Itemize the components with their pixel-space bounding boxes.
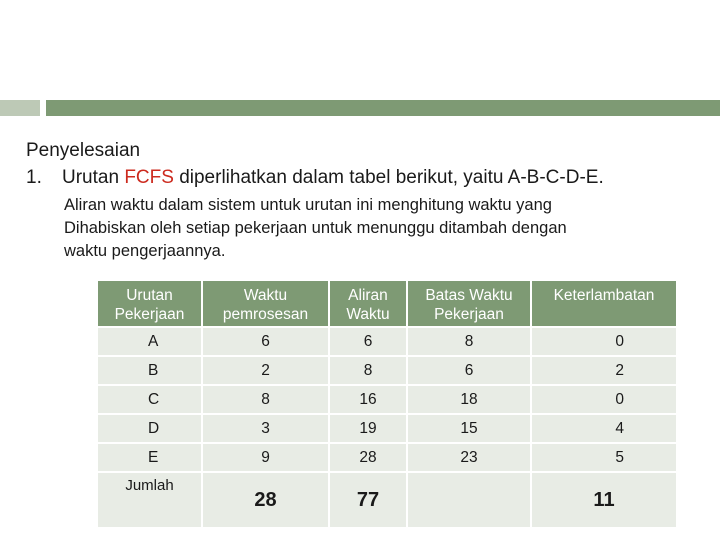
- cell-flow: 28: [330, 444, 406, 471]
- cell-lateness: 0: [532, 386, 676, 413]
- cell-lateness: 0: [532, 328, 676, 355]
- total-due: [408, 473, 530, 527]
- point-highlight: FCFS: [124, 167, 174, 188]
- header-keterlambatan: Keterlambatan: [532, 281, 676, 326]
- cell-flow: 6: [330, 328, 406, 355]
- table-row: [98, 415, 676, 442]
- total-processing: 28: [203, 473, 328, 527]
- cell-job: D: [98, 415, 201, 442]
- table-row: [98, 357, 676, 384]
- header-urutan-pekerjaan: Urutan Pekerjaan: [98, 281, 201, 326]
- paragraph-line: waktu pengerjaannya.: [64, 242, 226, 260]
- cell-lateness: 4: [532, 415, 676, 442]
- numbered-point: [26, 167, 604, 189]
- point-text-post: diperlihatkan dalam tabel berikut, yaitu A-B-C-D-E.: [173, 167, 604, 188]
- total-label: Jumlah: [98, 473, 201, 527]
- cell-job: B: [98, 357, 201, 384]
- cell-lateness: 2: [532, 357, 676, 384]
- cell-flow: 16: [330, 386, 406, 413]
- fcfs-table: [96, 279, 678, 529]
- cell-job: A: [98, 328, 201, 355]
- cell-lateness: 5: [532, 444, 676, 471]
- header-aliran-waktu: Aliran Waktu: [330, 281, 406, 326]
- table-total-row: [98, 473, 676, 527]
- header-waktu-pemrosesan: Waktu pemrosesan: [203, 281, 328, 326]
- cell-job: E: [98, 444, 201, 471]
- cell-processing: 2: [203, 357, 328, 384]
- cell-due: 23: [408, 444, 530, 471]
- total-lateness: 11: [532, 473, 676, 527]
- cell-processing: 3: [203, 415, 328, 442]
- total-flow: 77: [330, 473, 406, 527]
- cell-due: 18: [408, 386, 530, 413]
- header-batas-waktu: Batas Waktu Pekerjaan: [408, 281, 530, 326]
- table-row: [98, 444, 676, 471]
- explanation-paragraph: [64, 194, 704, 263]
- cell-flow: 8: [330, 357, 406, 384]
- point-text-pre: Urutan: [62, 167, 125, 188]
- cell-flow: 19: [330, 415, 406, 442]
- paragraph-line: Aliran waktu dalam sistem untuk urutan ini menghitung waktu yang: [64, 196, 552, 214]
- table-row: [98, 386, 676, 413]
- table-header-row: [98, 281, 676, 326]
- cell-processing: 6: [203, 328, 328, 355]
- decor-bar-right: [46, 100, 720, 116]
- slide-heading: Penyelesaian: [26, 140, 141, 161]
- paragraph-line: Dihabiskan oleh setiap pekerjaan untuk menunggu ditambah dengan: [64, 219, 567, 237]
- point-number: 1.: [26, 167, 42, 188]
- decor-bar-left: [0, 100, 40, 116]
- cell-due: 6: [408, 357, 530, 384]
- table-row: [98, 328, 676, 355]
- cell-job: C: [98, 386, 201, 413]
- cell-processing: 8: [203, 386, 328, 413]
- cell-due: 8: [408, 328, 530, 355]
- cell-processing: 9: [203, 444, 328, 471]
- cell-due: 15: [408, 415, 530, 442]
